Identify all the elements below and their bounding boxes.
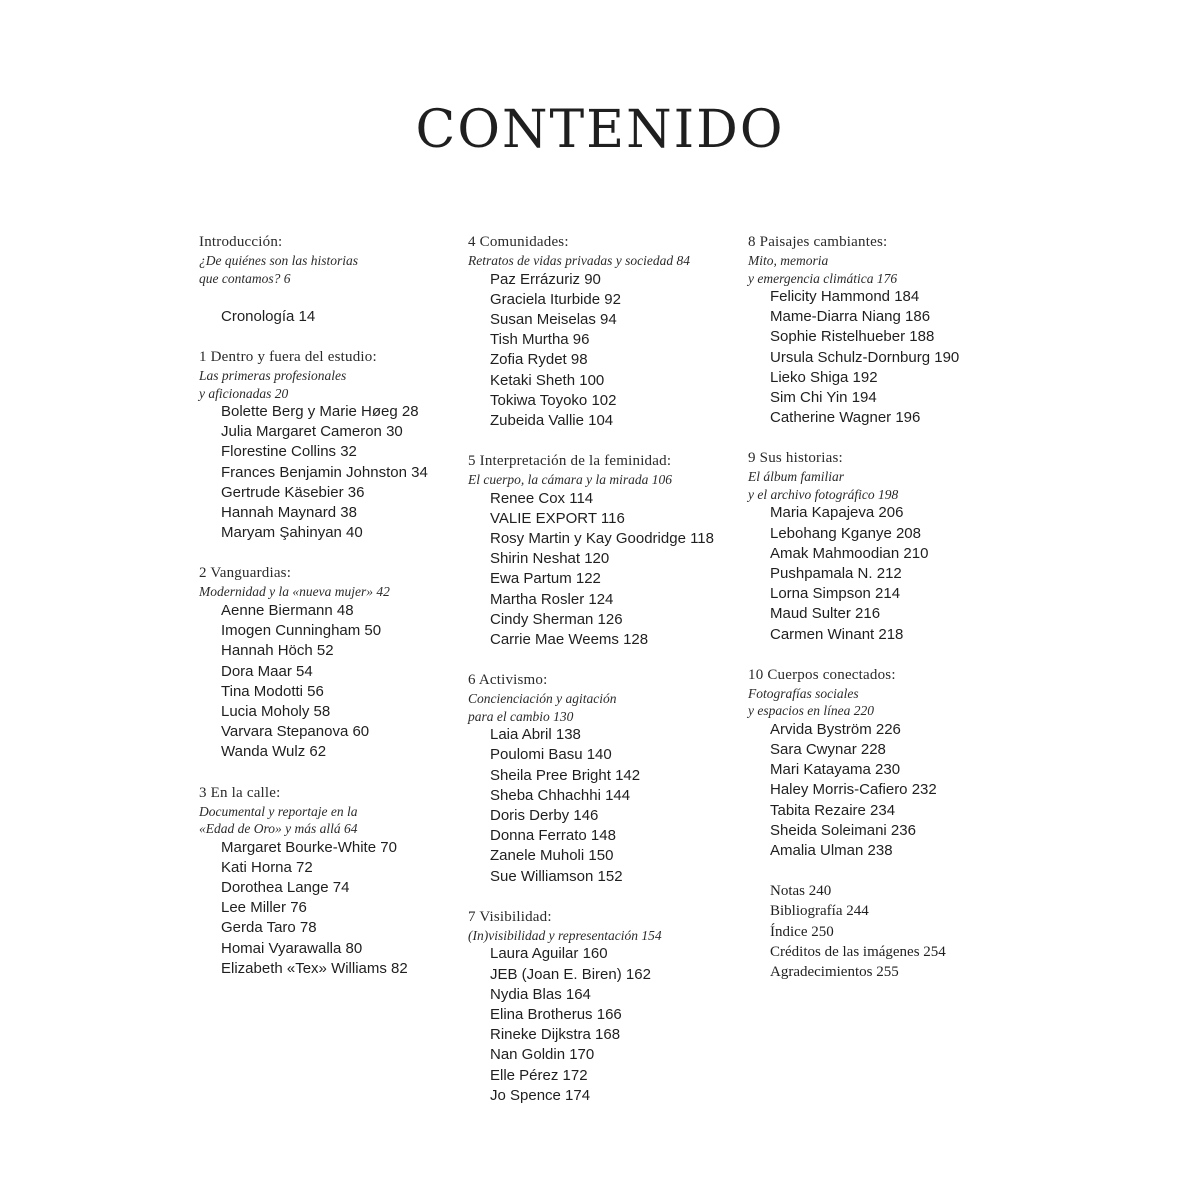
entry-list bbox=[468, 944, 738, 1106]
toc-entry[interactable]: Lieko Shiga 192 bbox=[770, 368, 878, 386]
toc-entry[interactable]: Maria Kapajeva 206 bbox=[770, 504, 904, 522]
toc-entry[interactable]: Lorna Simpson 214 bbox=[770, 585, 901, 603]
toc-entry[interactable]: Margaret Bourke-White 70 bbox=[221, 838, 397, 856]
toc-entry[interactable]: Catherine Wagner 196 bbox=[770, 409, 921, 427]
entry-list bbox=[199, 402, 459, 543]
section-heading: 2 Vanguardias: bbox=[199, 565, 292, 582]
toc-entry[interactable]: Bolette Berg y Marie Høeg 28 bbox=[221, 403, 419, 420]
section-subtitle bbox=[468, 252, 738, 270]
section-subtitle bbox=[199, 367, 459, 402]
toc-entry[interactable]: Zanele Muholi 150 bbox=[490, 847, 614, 865]
entry-list bbox=[199, 601, 459, 763]
subtitle-line: (In)visibilidad y representación 154 bbox=[468, 927, 662, 943]
toc-entry[interactable]: Martha Rosler 124 bbox=[490, 590, 614, 608]
toc-entry[interactable]: Mari Katayama 230 bbox=[770, 761, 901, 779]
entry-list bbox=[468, 270, 738, 432]
toc-entry[interactable]: Dorothea Lange 74 bbox=[221, 878, 350, 896]
toc-entry[interactable]: Hannah Höch 52 bbox=[221, 642, 334, 660]
entry-list bbox=[748, 503, 1008, 644]
section-heading: 3 En la calle: bbox=[199, 784, 281, 801]
subtitle-line: y aficionadas 20 bbox=[199, 385, 289, 401]
toc-entry[interactable]: Sheila Pree Bright 142 bbox=[490, 766, 641, 784]
toc-entry[interactable]: Laura Aguilar 160 bbox=[490, 945, 608, 963]
entry-list bbox=[748, 720, 1008, 861]
toc-entry[interactable]: Maryam Şahinyan 40 bbox=[221, 524, 363, 542]
section-heading: Introducción: bbox=[199, 234, 283, 250]
toc-entry[interactable]: Pushpamala N. 212 bbox=[770, 565, 902, 583]
toc-section-appendix bbox=[748, 881, 1008, 982]
subtitle-line: para el cambio 130 bbox=[468, 708, 574, 724]
section-subtitle bbox=[468, 690, 738, 725]
toc-entry[interactable]: Varvara Stepanova 60 bbox=[221, 723, 370, 741]
toc-entry-chronology[interactable]: Cronología 14 bbox=[221, 308, 316, 325]
toc-section-8 bbox=[748, 232, 1008, 428]
toc-entry[interactable]: Arvida Byström 226 bbox=[770, 720, 901, 738]
toc-section-1 bbox=[199, 347, 459, 543]
subtitle-line: y espacios en línea 220 bbox=[748, 703, 874, 719]
toc-section-9 bbox=[748, 448, 1008, 644]
toc-section-6 bbox=[468, 670, 738, 887]
toc-section-3 bbox=[199, 783, 459, 979]
section-heading: 5 Interpretación de la feminidad: bbox=[468, 453, 672, 470]
section-subtitle bbox=[199, 803, 459, 838]
toc-entry[interactable]: Nan Goldin 170 bbox=[490, 1046, 595, 1064]
toc-entry[interactable]: Maud Sulter 216 bbox=[770, 605, 881, 623]
toc-section-4 bbox=[468, 232, 738, 431]
toc-entry[interactable]: Rineke Dijkstra 168 bbox=[490, 1026, 621, 1044]
toc-entry-index[interactable]: Índice 250 bbox=[770, 923, 834, 940]
subtitle-line: y el archivo fotográfico 198 bbox=[748, 486, 899, 502]
subtitle-line: Fotografías sociales bbox=[748, 685, 859, 701]
toc-section-7 bbox=[468, 907, 738, 1106]
entry-list bbox=[748, 287, 1008, 428]
toc-section-5 bbox=[468, 451, 738, 650]
subtitle-line: que contamos? 6 bbox=[199, 270, 291, 286]
toc-entry[interactable]: Felicity Hammond 184 bbox=[770, 288, 920, 305]
section-subtitle bbox=[199, 583, 459, 601]
section-subtitle bbox=[748, 252, 1008, 287]
toc-entry[interactable]: Donna Ferrato 148 bbox=[490, 827, 616, 845]
section-heading: 6 Activismo: bbox=[468, 672, 548, 689]
toc-entry[interactable]: Kati Horna 72 bbox=[221, 858, 313, 876]
toc-entry[interactable]: Aenne Biermann 48 bbox=[221, 601, 354, 619]
toc-entry[interactable]: Florestine Collins 32 bbox=[221, 443, 357, 461]
toc-entry[interactable]: Graciela Iturbide 92 bbox=[490, 290, 621, 308]
entry-list bbox=[199, 838, 459, 979]
toc-entry[interactable]: Sheida Soleimani 236 bbox=[770, 821, 916, 839]
toc-entry[interactable]: Susan Meiselas 94 bbox=[490, 310, 617, 328]
toc-column-1 bbox=[199, 232, 459, 979]
toc-section-chronology bbox=[199, 307, 459, 327]
toc-entry-bibliography[interactable]: Bibliografía 244 bbox=[770, 903, 869, 920]
subtitle-line: Concienciación y agitación bbox=[468, 691, 617, 707]
section-subtitle bbox=[199, 252, 459, 287]
toc-entry[interactable]: Gerda Taro 78 bbox=[221, 919, 317, 937]
toc-entry[interactable]: Elina Brotherus 166 bbox=[490, 1005, 622, 1023]
toc-entry[interactable]: Hannah Maynard 38 bbox=[221, 504, 357, 522]
toc-entry[interactable]: Zubeida Vallie 104 bbox=[490, 411, 614, 429]
toc-column-2 bbox=[468, 232, 738, 1106]
toc-entry[interactable]: Rosy Martin y Kay Goodridge 118 bbox=[490, 530, 714, 548]
toc-entry[interactable]: Cindy Sherman 126 bbox=[490, 610, 623, 628]
toc-entry[interactable]: Haley Morris-Cafiero 232 bbox=[770, 781, 937, 799]
toc-entry[interactable]: Mame-Diarra Niang 186 bbox=[770, 308, 931, 326]
section-heading: 1 Dentro y fuera del estudio: bbox=[199, 349, 377, 365]
toc-entry[interactable]: VALIE EXPORT 116 bbox=[490, 509, 625, 527]
subtitle-line: Retratos de vidas privadas y sociedad 84 bbox=[468, 253, 690, 268]
toc-entry[interactable]: Wanda Wulz 62 bbox=[221, 743, 327, 761]
toc-entry[interactable]: Elizabeth «Tex» Williams 82 bbox=[221, 959, 408, 977]
subtitle-line: El cuerpo, la cámara y la mirada 106 bbox=[468, 472, 672, 488]
toc-section-2 bbox=[199, 563, 459, 762]
subtitle-line: El álbum familiar bbox=[748, 469, 845, 485]
section-heading: 7 Visibilidad: bbox=[468, 908, 552, 925]
toc-entry[interactable]: JEB (Joan E. Biren) 162 bbox=[490, 965, 651, 983]
section-heading: 9 Sus historias: bbox=[748, 450, 843, 467]
subtitle-line: Modernidad y la «nueva mujer» 42 bbox=[199, 584, 390, 600]
toc-entry[interactable]: Nydia Blas 164 bbox=[490, 985, 591, 1003]
toc-entry[interactable]: Ketaki Sheth 100 bbox=[490, 371, 605, 389]
toc-entry[interactable]: Frances Benjamin Johnston 34 bbox=[221, 463, 428, 481]
section-heading: 10 Cuerpos conectados: bbox=[748, 666, 896, 683]
toc-entry[interactable]: Elle Pérez 172 bbox=[490, 1066, 588, 1084]
toc-entry[interactable]: Imogen Cunningham 50 bbox=[221, 622, 382, 640]
toc-entry[interactable]: Doris Derby 146 bbox=[490, 807, 599, 825]
toc-entry[interactable]: Carmen Winant 218 bbox=[770, 625, 904, 643]
toc-entry[interactable]: Ewa Partum 122 bbox=[490, 570, 601, 588]
toc-entry[interactable]: Lee Miller 76 bbox=[221, 899, 307, 917]
toc-entry[interactable]: Sim Chi Yin 194 bbox=[770, 389, 877, 407]
subtitle-line: Las primeras profesionales bbox=[199, 368, 347, 383]
section-subtitle bbox=[748, 685, 1008, 720]
section-subtitle bbox=[748, 468, 1008, 503]
toc-entry[interactable]: Lucia Moholy 58 bbox=[221, 702, 331, 720]
page-title: CONTENIDO bbox=[415, 100, 785, 160]
subtitle-line: y emergencia climática 176 bbox=[748, 270, 898, 286]
toc-section-10 bbox=[748, 665, 1008, 861]
toc-entry[interactable]: Sara Cwynar 228 bbox=[770, 741, 886, 759]
section-subtitle bbox=[468, 927, 738, 945]
toc-entry[interactable]: Tish Murtha 96 bbox=[490, 331, 590, 349]
toc-entry-acknowledgements[interactable]: Agradecimientos 255 bbox=[770, 964, 899, 981]
toc-entry-image-credits[interactable]: Créditos de las imágenes 254 bbox=[770, 943, 946, 960]
toc-entry[interactable]: Sophie Ristelhueber 188 bbox=[770, 328, 935, 346]
toc-entry[interactable]: Zofia Rydet 98 bbox=[490, 351, 588, 369]
toc-column-3 bbox=[748, 232, 1008, 982]
section-heading: 8 Paisajes cambiantes: bbox=[748, 234, 888, 250]
toc-entry[interactable]: Tabita Rezaire 234 bbox=[770, 801, 896, 819]
subtitle-line: ¿De quiénes son las historias bbox=[199, 253, 359, 268]
toc-entry[interactable]: Lebohang Kganye 208 bbox=[770, 524, 921, 542]
toc-entry[interactable]: Homai Vyarawalla 80 bbox=[221, 939, 363, 957]
toc-entry[interactable]: Tina Modotti 56 bbox=[221, 682, 324, 700]
subtitle-line: «Edad de Oro» y más allá 64 bbox=[199, 821, 358, 837]
toc-entry[interactable]: Ursula Schulz-Dornburg 190 bbox=[770, 348, 960, 366]
toc-entry[interactable]: Jo Spence 174 bbox=[490, 1086, 591, 1104]
section-heading: 4 Comunidades: bbox=[468, 234, 569, 250]
section-subtitle bbox=[468, 471, 738, 489]
toc-entry[interactable]: Amalia Ulman 238 bbox=[770, 842, 893, 860]
subtitle-line: Mito, memoria bbox=[748, 253, 829, 268]
toc-entry[interactable]: Paz Errázuriz 90 bbox=[490, 270, 601, 288]
toc-section-intro bbox=[199, 232, 459, 287]
toc-entry-notes[interactable]: Notas 240 bbox=[770, 883, 832, 900]
toc-entry[interactable]: Sue Williamson 152 bbox=[490, 867, 623, 885]
toc-entry[interactable]: Tokiwa Toyoko 102 bbox=[490, 391, 617, 409]
toc-entry[interactable]: Poulomi Basu 140 bbox=[490, 746, 612, 764]
toc-entry[interactable]: Sheba Chhachhi 144 bbox=[490, 786, 631, 804]
toc-entry[interactable]: Dora Maar 54 bbox=[221, 662, 313, 680]
entry-list bbox=[468, 725, 738, 887]
toc-entry[interactable]: Gertrude Käsebier 36 bbox=[221, 483, 365, 501]
subtitle-line: Documental y reportaje en la bbox=[199, 803, 358, 819]
toc-entry[interactable]: Renee Cox 114 bbox=[490, 489, 594, 507]
toc-entry[interactable]: Julia Margaret Cameron 30 bbox=[221, 423, 403, 441]
toc-entry[interactable]: Shirin Neshat 120 bbox=[490, 550, 610, 568]
toc-entry[interactable]: Laia Abril 138 bbox=[490, 726, 581, 744]
toc-entry[interactable]: Amak Mahmoodian 210 bbox=[770, 544, 929, 562]
entry-list bbox=[468, 489, 738, 651]
toc-entry[interactable]: Carrie Mae Weems 128 bbox=[490, 631, 649, 649]
appendix-list bbox=[748, 881, 1008, 982]
